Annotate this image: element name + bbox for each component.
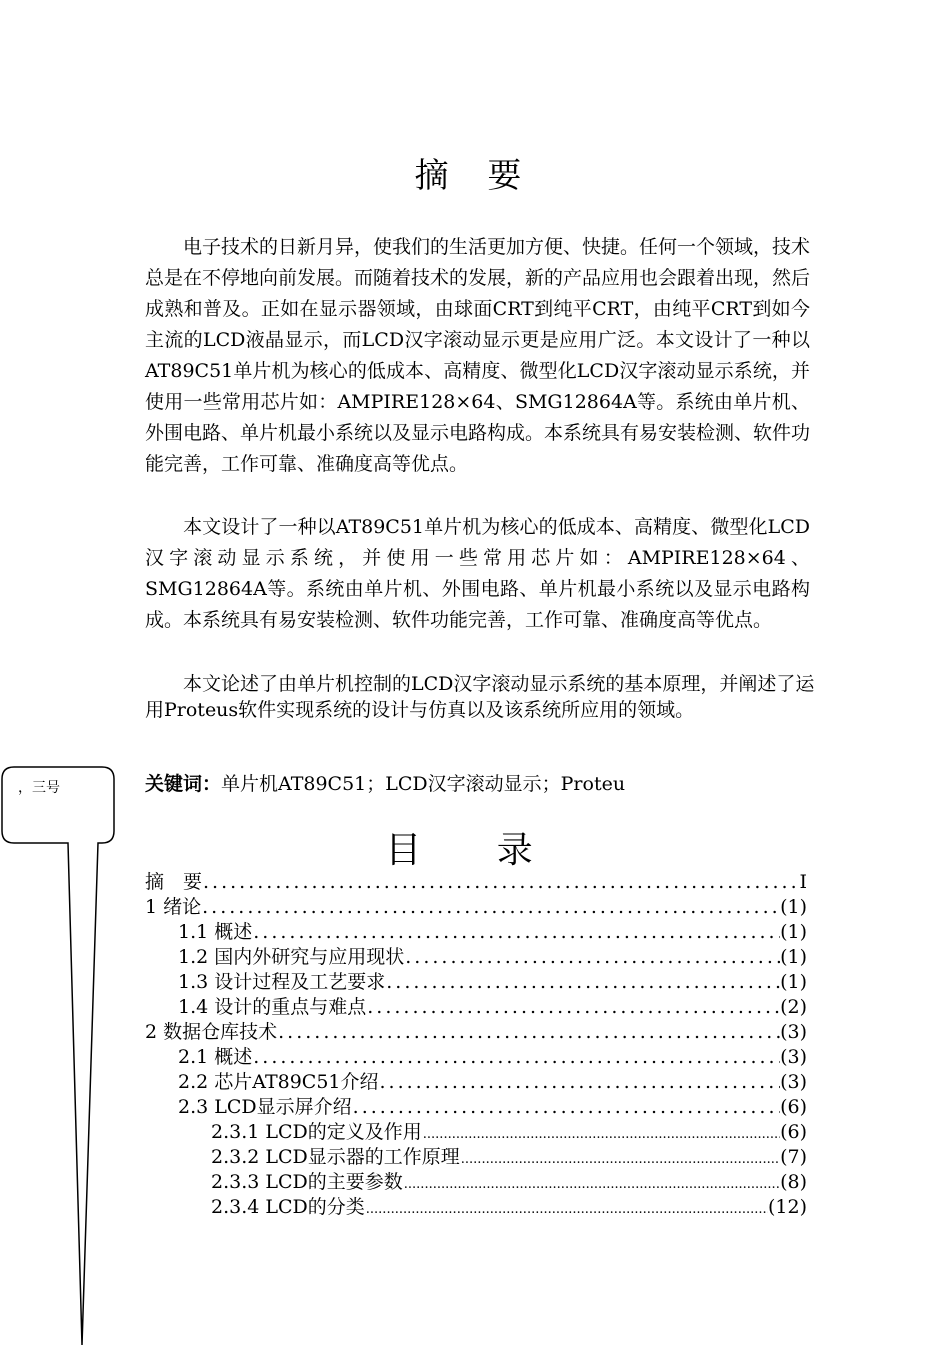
toc-entry-page: (6) [780,1121,807,1143]
toc-entry-label: 摘 要 [145,871,203,893]
toc-entry-label: 2.3.2 LCD显示器的工作原理 [211,1146,460,1168]
keywords-line [145,769,625,796]
toc-leader-dots [403,1172,780,1195]
toc-entry[interactable] [145,1195,807,1220]
toc-leader-dots [352,1095,780,1120]
toc-leader-dots [422,1122,780,1145]
toc-entry-label: 2.2 芯片AT89C51介绍 [178,1071,379,1093]
toc-entry[interactable] [145,995,807,1020]
toc-entry-page: (3) [780,1021,807,1043]
toc-entry-label: 2.1 概述 [178,1046,253,1068]
toc-entry-label: 2.3 LCD显示屏介绍 [178,1096,352,1118]
toc-entry-page: (3) [780,1046,807,1068]
toc-entry[interactable] [145,1120,807,1145]
toc-leader-dots [404,945,780,970]
toc-leader-dots [385,970,780,995]
toc-entry-label: 1 绪论 [145,896,202,918]
toc-leader-dots [252,1045,780,1070]
toc-entry[interactable] [145,970,807,995]
toc-entry-page: (8) [780,1171,807,1193]
abstract-paragraph-3-text: 本文论述了由单片机控制的LCD汉字滚动显示系统的基本原理，并阐述了运用Proteus软件实现系统的设计与仿真以及该系统所应用的领域。 [145,673,815,721]
abstract-title: 摘 要 [414,156,536,196]
toc-leader-dots [277,1020,780,1045]
toc-entry-label: 1.2 国内外研究与应用现状 [178,946,405,968]
toc-entry[interactable] [145,870,807,895]
toc-leader-dots [460,1147,780,1170]
toc-entry-label: 2.3.4 LCD的分类 [211,1196,365,1218]
toc-leader-dots [252,920,780,945]
abstract-paragraph-2 [145,512,810,636]
toc-entry-label: 2.3.1 LCD的定义及作用 [211,1121,422,1143]
abstract-paragraph-1-text: 电子技术的日新月异，使我们的生活更加方便、快捷。任何一个领域，技术总是在不停地向前发展。而随着技术的发展，新的产品应用也会跟着出现，然后成熟和普及。正如在显示器领域，由球面CRT到纯平CRT，由纯平CRT到如今主流的LCD液晶显示，而LCD汉字滚动显示更是应用广泛。本文设计了一种以AT89C51单片机为核心的低成本、高精度、微型化LCD汉字滚动显示系统，并使用一些常用芯片如：AMPIRE128×64、SMG12864A等。系统由单片机、外围电路、单片机最小系统以及显示电路构成。本系统具有易安装检测、软件功能完善，工作可靠、准确度高等优点。 [145,236,811,475]
toc-entry-label: 1.1 概述 [178,921,253,943]
toc-entry-page: (6) [780,1096,807,1118]
toc-entry[interactable] [145,1095,807,1120]
toc-entry-page: (1) [780,946,807,968]
toc-leader-dots [202,870,799,895]
keywords-label: 关键词： [145,773,222,795]
toc-entry[interactable] [145,1145,807,1170]
toc-leader-dots [201,895,780,920]
table-of-contents [145,870,807,1220]
toc-entry[interactable] [145,1045,807,1070]
toc-entry[interactable] [145,945,807,970]
toc-entry-label: 2 数据仓库技术 [145,1021,278,1043]
toc-entry-page: (1) [780,921,807,943]
toc-entry-page: I [799,871,807,893]
toc-entry[interactable] [145,920,807,945]
toc-entry-page: (3) [780,1071,807,1093]
toc-leader-dots [365,1197,768,1220]
toc-entry[interactable] [145,1170,807,1195]
toc-entry[interactable] [145,895,807,920]
toc-leader-dots [379,1070,781,1095]
toc-entry-label: 2.3.3 LCD的主要参数 [211,1171,403,1193]
toc-entry-label: 1.4 设计的重点与难点 [178,996,367,1018]
toc-entry-label: 1.3 设计过程及工艺要求 [178,971,386,993]
toc-leader-dots [366,995,780,1020]
abstract-paragraph-2-text: 本文设计了一种以AT89C51单片机为核心的低成本、高精度、微型化LCD汉字滚动显示系统，并使用一些常用芯片如：AMPIRE128×64、SMG12864A等。系统由单片机、外围电路、单片机最小系统以及显示电路构成。本系统具有易安装检测、软件功能完善，工作可靠、准确度高等优点。 [145,516,810,631]
toc-title: 目 录 [385,830,565,871]
keywords-text: 单片机AT89C51；LCD汉字滚动显示；Proteu [221,773,626,795]
toc-entry-page: (7) [780,1146,807,1168]
comment-callout-text: ，三号 [18,780,60,796]
toc-entry[interactable] [145,1070,807,1095]
toc-entry-page: (12) [767,1196,807,1218]
abstract-paragraph-3 [145,671,825,723]
toc-entry-page: (1) [780,971,807,993]
toc-entry-page: (1) [780,896,807,918]
toc-entry[interactable] [145,1020,807,1045]
abstract-paragraph-1 [145,232,810,480]
toc-entry-page: (2) [780,996,807,1018]
